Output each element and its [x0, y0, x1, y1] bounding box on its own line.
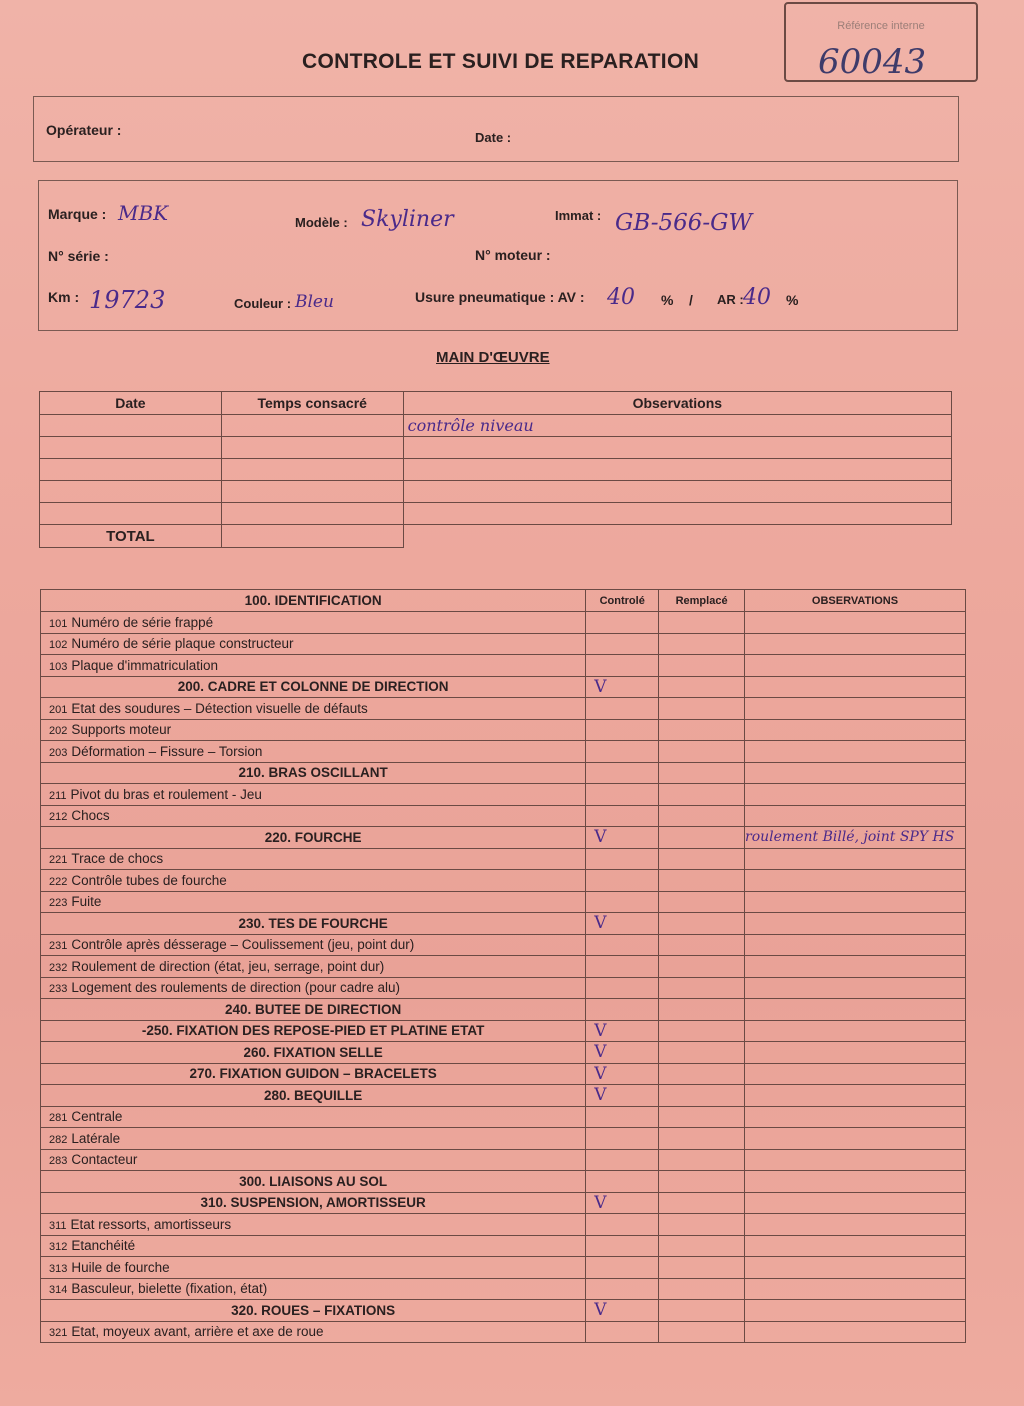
- item-label: Roulement de direction (état, jeu, serrage, point dur): [71, 958, 385, 974]
- item-number: 212: [49, 811, 68, 824]
- av-value: 40: [607, 285, 635, 310]
- observation-cell: [745, 891, 966, 913]
- section-heading: 210. BRAS OSCILLANT: [41, 762, 586, 784]
- checklist-item-row: [41, 805, 966, 827]
- remplace-cell: [659, 1278, 745, 1300]
- item-label: Etat ressorts, amortisseurs: [70, 1216, 232, 1232]
- item-label: Plaque d'immatriculation: [71, 657, 219, 673]
- table-row: [40, 503, 952, 525]
- usure-separator: /: [689, 292, 693, 308]
- section-heading: 280. BEQUILLE: [41, 1085, 586, 1107]
- remplace-cell: [659, 612, 745, 634]
- controle-cell: V: [586, 1085, 659, 1107]
- observation-cell: [745, 1257, 966, 1279]
- reference-box: [784, 2, 978, 82]
- checklist-item: [41, 784, 586, 806]
- observation-cell: [745, 805, 966, 827]
- checklist-section-row: [41, 1171, 966, 1193]
- checklist-item: [41, 1235, 586, 1257]
- item-label: Etat, moyeux avant, arrière et axe de roue: [71, 1324, 324, 1340]
- item-number: 231: [49, 940, 68, 953]
- controle-cell: V: [586, 913, 659, 935]
- remplace-cell: [659, 762, 745, 784]
- item-label: Numéro de série frappé: [71, 614, 214, 630]
- item-number: 281: [49, 1112, 68, 1125]
- remplace-cell: [659, 848, 745, 870]
- item-number: 232: [49, 961, 68, 974]
- total-label: TOTAL: [40, 525, 222, 548]
- remplace-cell: [659, 1106, 745, 1128]
- remplace-cell: [659, 1020, 745, 1042]
- km-label: Km :: [48, 289, 80, 305]
- observation-cell: [745, 977, 966, 999]
- remplace-cell: [659, 1063, 745, 1085]
- operator-label: Opérateur :: [46, 122, 122, 138]
- observation-cell: [745, 956, 966, 978]
- remplace-cell: [659, 913, 745, 935]
- checklist-section-row: [41, 1020, 966, 1042]
- checklist-item-row: [41, 1278, 966, 1300]
- controle-cell: [586, 1278, 659, 1300]
- header-remplace: Remplacé: [659, 590, 745, 612]
- item-label: Déformation – Fissure – Torsion: [71, 743, 263, 759]
- controle-cell: [586, 719, 659, 741]
- ar-label: AR :: [717, 292, 744, 307]
- ar-percent: %: [786, 292, 799, 308]
- controle-cell: [586, 956, 659, 978]
- checklist-item-row: [41, 698, 966, 720]
- checklist-item: [41, 870, 586, 892]
- item-label: Numéro de série plaque constructeur: [71, 636, 294, 652]
- observation-cell: [745, 1106, 966, 1128]
- remplace-cell: [659, 698, 745, 720]
- checklist-section-row: [41, 1192, 966, 1214]
- observation-cell: [745, 719, 966, 741]
- checklist-section-row: [41, 999, 966, 1021]
- checklist-section-row: [41, 827, 966, 849]
- item-number: 233: [49, 983, 68, 996]
- item-label: Pivot du bras et roulement - Jeu: [70, 786, 262, 802]
- item-label: Chocs: [71, 808, 110, 824]
- checklist-section-row: [41, 762, 966, 784]
- checklist-item-row: [41, 1235, 966, 1257]
- checklist-item: [41, 612, 586, 634]
- section-heading: 230. TES DE FOURCHE: [41, 913, 586, 935]
- remplace-cell: [659, 1257, 745, 1279]
- observation-cell: [745, 870, 966, 892]
- controle-cell: [586, 870, 659, 892]
- item-number: 314: [49, 1284, 68, 1297]
- checklist-item: [41, 848, 586, 870]
- controle-cell: V: [586, 827, 659, 849]
- observation-cell: contrôle niveau: [403, 415, 951, 437]
- item-number: 102: [49, 639, 68, 652]
- controle-cell: [586, 977, 659, 999]
- section-heading: -250. FIXATION DES REPOSE-PIED ET PLATINE ETAT: [41, 1020, 586, 1042]
- checklist-item-row: [41, 1128, 966, 1150]
- marque-value: MBK: [118, 201, 169, 225]
- checklist-section-row: [41, 676, 966, 698]
- checklist-item-row: [41, 1149, 966, 1171]
- remplace-cell: [659, 1149, 745, 1171]
- remplace-cell: [659, 1192, 745, 1214]
- item-number: 211: [49, 789, 67, 802]
- remplace-cell: [659, 870, 745, 892]
- observation-cell: [745, 1063, 966, 1085]
- checklist-item: [41, 1321, 586, 1343]
- item-number: 202: [49, 725, 68, 738]
- checklist-item: [41, 805, 586, 827]
- observation-cell: [745, 1300, 966, 1322]
- controle-cell: V: [586, 676, 659, 698]
- table-row: [40, 481, 952, 503]
- remplace-cell: [659, 784, 745, 806]
- checklist-section-row: [41, 1063, 966, 1085]
- remplace-cell: [659, 1042, 745, 1064]
- item-number: 221: [49, 854, 68, 867]
- observation-cell: [745, 1171, 966, 1193]
- remplace-cell: [659, 805, 745, 827]
- checklist-item: [41, 1278, 586, 1300]
- observation-cell: [745, 1085, 966, 1107]
- controle-cell: [586, 934, 659, 956]
- checklist-item-row: [41, 870, 966, 892]
- checklist-item: [41, 891, 586, 913]
- checklist-item-row: [41, 612, 966, 634]
- remplace-cell: [659, 956, 745, 978]
- observation-cell: [745, 1042, 966, 1064]
- item-number: 313: [49, 1262, 68, 1275]
- moteur-label: N° moteur :: [475, 247, 551, 263]
- item-label: Huile de fourche: [71, 1259, 170, 1275]
- item-label: Logement des roulements de direction (pour cadre alu): [71, 980, 401, 996]
- observation-cell: [745, 1235, 966, 1257]
- ar-value: 40: [743, 285, 771, 310]
- checklist-table: [40, 589, 966, 1343]
- item-label: Fuite: [71, 894, 102, 910]
- checklist-item: [41, 719, 586, 741]
- checklist-item-row: [41, 848, 966, 870]
- controle-cell: [586, 848, 659, 870]
- item-number: 101: [49, 617, 68, 630]
- controle-cell: V: [586, 1300, 659, 1322]
- remplace-cell: [659, 934, 745, 956]
- item-label: Latérale: [71, 1130, 121, 1146]
- item-label: Etanchéité: [71, 1238, 136, 1254]
- checklist-item-row: [41, 891, 966, 913]
- observation-cell: [745, 698, 966, 720]
- checklist-item: [41, 956, 586, 978]
- item-number: 282: [49, 1133, 68, 1146]
- checklist-item: [41, 1149, 586, 1171]
- section-heading: 300. LIAISONS AU SOL: [41, 1171, 586, 1193]
- checklist-item: [41, 655, 586, 677]
- remplace-cell: [659, 1214, 745, 1236]
- checklist-item-row: [41, 1106, 966, 1128]
- controle-cell: [586, 805, 659, 827]
- remplace-cell: [659, 1235, 745, 1257]
- checklist-item-row: [41, 1214, 966, 1236]
- item-number: 222: [49, 875, 68, 888]
- main-oeuvre-table: [39, 391, 952, 548]
- observation-cell: [745, 999, 966, 1021]
- controle-cell: [586, 698, 659, 720]
- checklist-item: [41, 1128, 586, 1150]
- observation-cell: [745, 1321, 966, 1343]
- remplace-cell: [659, 999, 745, 1021]
- checklist-item-row: [41, 655, 966, 677]
- couleur-value: Bleu: [295, 292, 334, 312]
- controle-cell: [586, 1235, 659, 1257]
- controle-cell: [586, 1171, 659, 1193]
- controle-cell: [586, 741, 659, 763]
- observation-cell: [745, 633, 966, 655]
- observation-cell: [745, 1149, 966, 1171]
- section-heading: 200. CADRE ET COLONNE DE DIRECTION: [41, 676, 586, 698]
- checklist-item: [41, 1106, 586, 1128]
- km-value: 19723: [89, 286, 166, 314]
- checklist-item: [41, 977, 586, 999]
- item-number: 311: [49, 1219, 67, 1232]
- item-number: 223: [49, 897, 68, 910]
- av-percent: %: [661, 292, 674, 308]
- remplace-cell: [659, 1321, 745, 1343]
- item-label: Trace de chocs: [71, 851, 164, 867]
- remplace-cell: [659, 1085, 745, 1107]
- checklist-item: [41, 633, 586, 655]
- table-row: [40, 459, 952, 481]
- section-heading: 220. FOURCHE: [41, 827, 586, 849]
- controle-cell: [586, 1149, 659, 1171]
- observation-cell: [745, 784, 966, 806]
- header-temps: Temps consacré: [221, 392, 403, 415]
- total-row: [40, 525, 952, 548]
- checklist-item-row: [41, 633, 966, 655]
- checklist-section-row: [41, 1085, 966, 1107]
- page-title: CONTROLE ET SUIVI DE REPARATION: [302, 50, 700, 73]
- remplace-cell: [659, 676, 745, 698]
- section-heading: 310. SUSPENSION, AMORTISSEUR: [41, 1192, 586, 1214]
- observation-cell: [745, 676, 966, 698]
- section-heading: 260. FIXATION SELLE: [41, 1042, 586, 1064]
- observation-cell: [745, 913, 966, 935]
- header-date: Date: [40, 392, 222, 415]
- controle-cell: [586, 655, 659, 677]
- header-identification: 100. IDENTIFICATION: [41, 590, 586, 612]
- item-label: Centrale: [71, 1109, 123, 1125]
- item-label: Supports moteur: [71, 722, 172, 738]
- checklist-item: [41, 934, 586, 956]
- controle-cell: [586, 784, 659, 806]
- checklist-item-row: [41, 956, 966, 978]
- checklist-item-row: [41, 1321, 966, 1343]
- checklist-header-row: [41, 590, 966, 612]
- reference-value: 60043: [818, 42, 927, 82]
- checklist-item: [41, 698, 586, 720]
- checklist-item-row: [41, 1257, 966, 1279]
- remplace-cell: [659, 1171, 745, 1193]
- controle-cell: V: [586, 1020, 659, 1042]
- observation-cell: [745, 1278, 966, 1300]
- item-label: Contrôle après désserage – Coulissement (jeu, point dur): [71, 937, 415, 953]
- immat-value: GB-566-GW: [615, 210, 753, 236]
- remplace-cell: [659, 1300, 745, 1322]
- controle-cell: [586, 1106, 659, 1128]
- remplace-cell: [659, 891, 745, 913]
- observation-cell: roulement Billé, joint SPY HS: [745, 827, 966, 849]
- observation-cell: [745, 655, 966, 677]
- item-label: Etat des soudures – Détection visuelle de défauts: [71, 700, 368, 716]
- item-label: Contrôle tubes de fourche: [71, 872, 227, 888]
- checklist-item-row: [41, 719, 966, 741]
- checklist-item: [41, 741, 586, 763]
- header-controle: Controlé: [586, 590, 659, 612]
- controle-cell: V: [586, 1192, 659, 1214]
- remplace-cell: [659, 633, 745, 655]
- controle-cell: [586, 1214, 659, 1236]
- observation-cell: [745, 1214, 966, 1236]
- immat-label: Immat :: [555, 208, 602, 223]
- header-observations: Observations: [403, 392, 951, 415]
- remplace-cell: [659, 719, 745, 741]
- checklist-section-row: [41, 1300, 966, 1322]
- observation-cell: [745, 1192, 966, 1214]
- checklist-item: [41, 1214, 586, 1236]
- controle-cell: [586, 762, 659, 784]
- table-header-row: [40, 392, 952, 415]
- item-number: 103: [49, 660, 68, 673]
- observation-cell: [745, 612, 966, 634]
- item-number: 321: [49, 1327, 68, 1340]
- controle-cell: [586, 891, 659, 913]
- usure-label: Usure pneumatique : AV :: [415, 289, 585, 305]
- item-number: 283: [49, 1155, 68, 1168]
- checklist-item-row: [41, 934, 966, 956]
- remplace-cell: [659, 827, 745, 849]
- reference-label: Référence interne: [837, 20, 925, 32]
- observation-cell: [745, 934, 966, 956]
- checklist-item: [41, 1257, 586, 1279]
- item-label: Contacteur: [71, 1152, 138, 1168]
- checklist-item-row: [41, 977, 966, 999]
- controle-cell: [586, 1321, 659, 1343]
- item-number: 203: [49, 746, 68, 759]
- remplace-cell: [659, 1128, 745, 1150]
- header-observations: OBSERVATIONS: [745, 590, 966, 612]
- remplace-cell: [659, 741, 745, 763]
- checklist-section-row: [41, 913, 966, 935]
- marque-label: Marque :: [48, 206, 107, 222]
- controle-cell: V: [586, 1042, 659, 1064]
- modele-value: Skyliner: [361, 207, 454, 232]
- section-heading: 320. ROUES – FIXATIONS: [41, 1300, 586, 1322]
- checklist-item-row: [41, 784, 966, 806]
- remplace-cell: [659, 977, 745, 999]
- item-number: 201: [49, 703, 68, 716]
- date-label: Date :: [475, 130, 512, 145]
- checklist-section-row: [41, 1042, 966, 1064]
- controle-cell: [586, 633, 659, 655]
- operator-box: [33, 96, 959, 162]
- controle-cell: V: [586, 1063, 659, 1085]
- main-oeuvre-title: MAIN D'ŒUVRE: [436, 349, 550, 366]
- controle-cell: [586, 1257, 659, 1279]
- observation-cell: [745, 1128, 966, 1150]
- observation-cell: [745, 741, 966, 763]
- vehicle-box: [38, 180, 958, 331]
- modele-label: Modèle :: [295, 215, 348, 230]
- item-number: 312: [49, 1241, 68, 1254]
- controle-cell: [586, 999, 659, 1021]
- couleur-label: Couleur :: [234, 296, 292, 311]
- table-row: [40, 437, 952, 459]
- observation-cell: [745, 1020, 966, 1042]
- observation-cell: [745, 762, 966, 784]
- controle-cell: [586, 1128, 659, 1150]
- remplace-cell: [659, 655, 745, 677]
- section-heading: 240. BUTEE DE DIRECTION: [41, 999, 586, 1021]
- controle-cell: [586, 612, 659, 634]
- serie-label: N° série :: [48, 248, 109, 264]
- section-heading: 270. FIXATION GUIDON – BRACELETS: [41, 1063, 586, 1085]
- checklist-item-row: [41, 741, 966, 763]
- item-label: Basculeur, bielette (fixation, état): [71, 1281, 268, 1297]
- observation-cell: [745, 848, 966, 870]
- table-row: [40, 415, 952, 437]
